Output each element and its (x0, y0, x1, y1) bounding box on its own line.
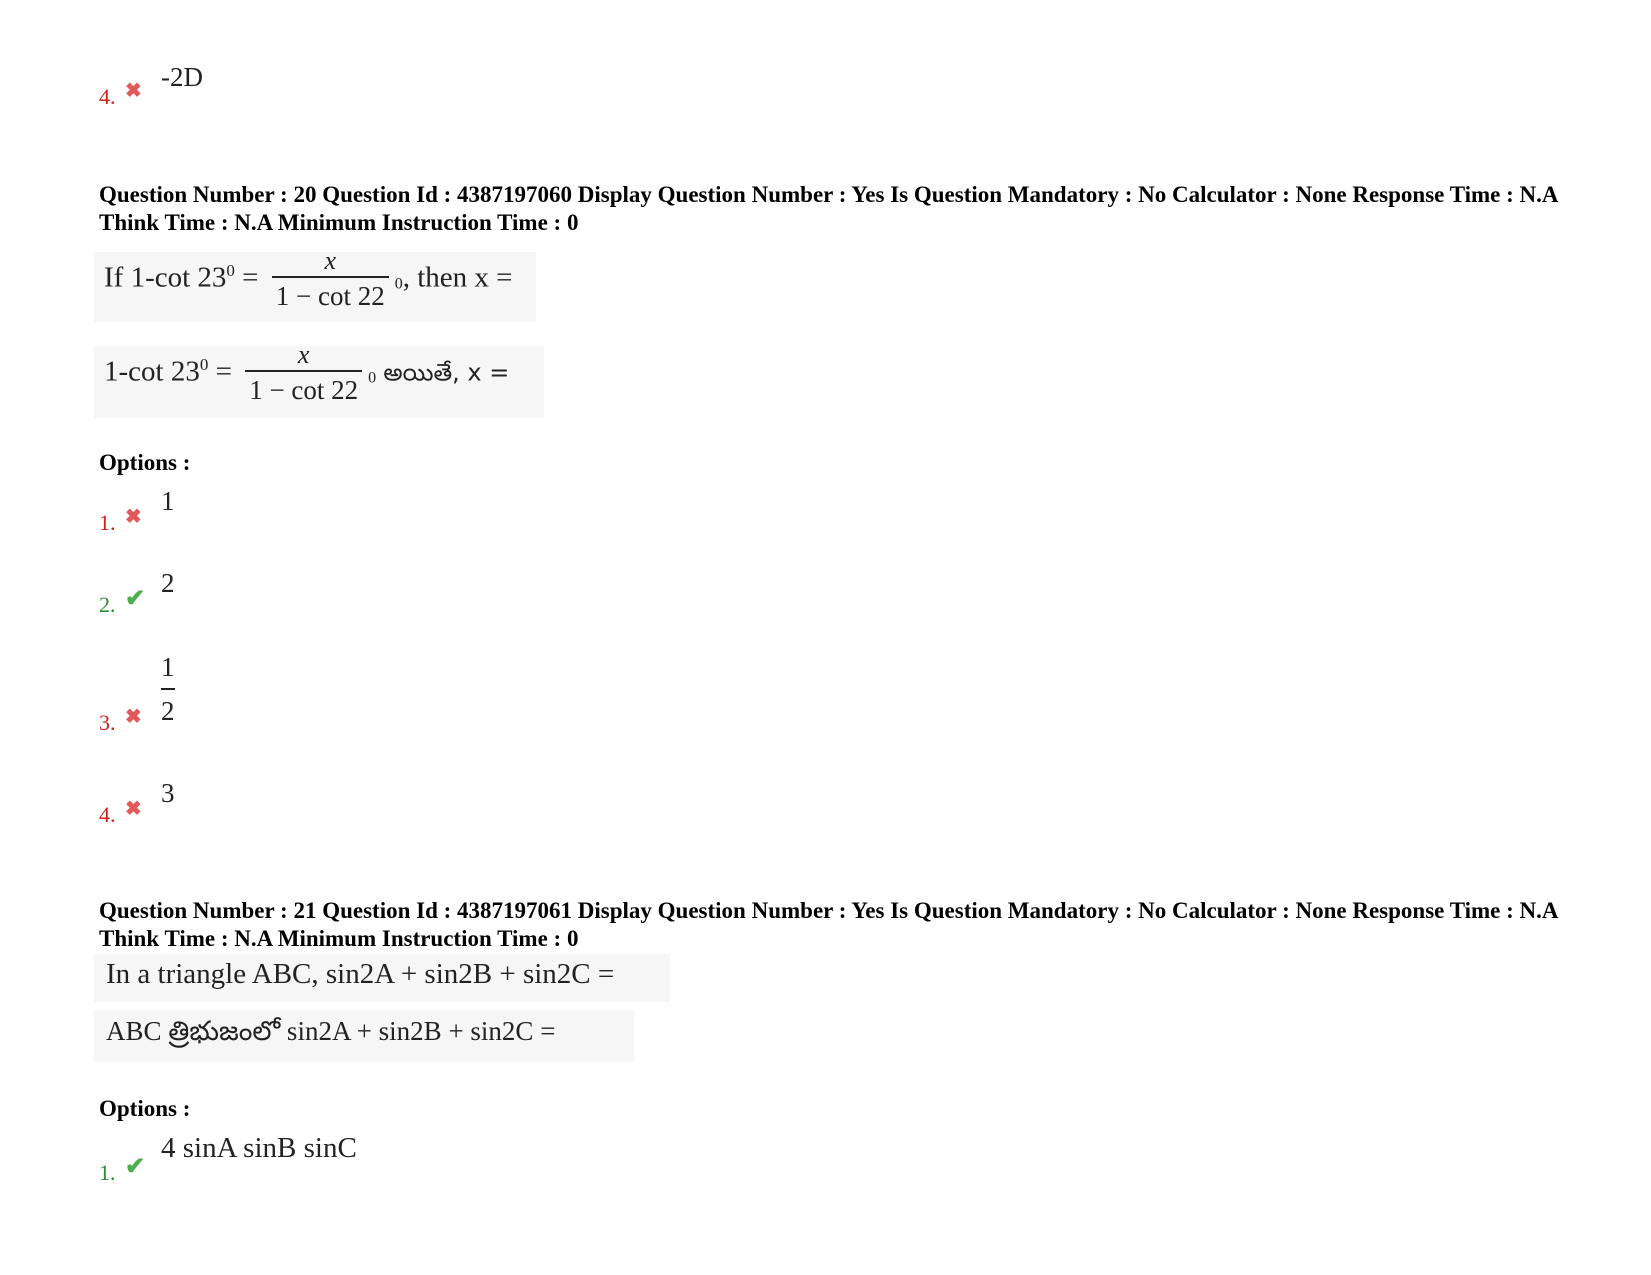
fraction-denominator: 1 − cot 22 (272, 276, 389, 314)
cross-icon: ✖ (125, 798, 142, 820)
q20-header: Question Number : 20 Question Id : 4387197060 Display Question Number : Yes Is Question Mandatory : No Calculator : None Response Time : N.A Think Time : N.A Minimum Instruction Time : 0 (99, 182, 1558, 235)
q21-stem-en: In a triangle ABC, sin2A + sin2B + sin2C = (106, 958, 615, 990)
option-value: 3 (161, 778, 175, 808)
option-value: 2 (161, 568, 175, 598)
cross-icon: ✖ (125, 706, 142, 728)
stem-prefix: 1-cot 23 (104, 355, 200, 388)
stem-sup: 0 (199, 355, 209, 374)
option-number: 1. (99, 510, 116, 535)
option-number: 3. (99, 710, 116, 735)
q20-options-label: Options : (99, 450, 191, 475)
fraction-numerator: 1 (161, 652, 175, 682)
option-number: 4. (99, 84, 116, 109)
fraction-bar (161, 688, 175, 690)
fraction-denominator: 2 (161, 696, 175, 726)
option-value: 4 sinA sinB sinC (161, 1132, 357, 1164)
option-number: 2. (99, 592, 116, 617)
option-number: 4. (99, 802, 116, 827)
cross-icon: ✖ (125, 506, 142, 528)
q21-header: Question Number : 21 Question Id : 4387197061 Display Question Number : Yes Is Question Mandatory : No Calculator : None Response Time : N.A Think Time : N.A Minimum Instruction Time : 0 (99, 898, 1558, 951)
stem-fraction (272, 246, 389, 314)
q21-options-label: Options : (99, 1096, 191, 1121)
option-value: 1 (161, 486, 175, 516)
q20-stem-en (104, 246, 513, 314)
q21-option-1 (99, 1130, 519, 1190)
stem-eq: = (242, 261, 259, 294)
option-value: -2D (161, 62, 203, 92)
fraction-sup: 0 (368, 369, 377, 387)
stem-prefix: If 1-cot 23 (104, 261, 227, 294)
tick-icon: ✔ (125, 1154, 146, 1180)
fraction-numerator: x (324, 246, 337, 275)
stem-suffix: అయితే, x = (383, 358, 510, 387)
option-fraction (161, 648, 175, 730)
fraction-denominator: 1 − cot 22 (245, 370, 362, 408)
stem-sup: 0 (226, 261, 235, 280)
q21-stem-te: ABC త్రిభుజంలో sin2A + sin2B + sin2C = (106, 1016, 556, 1046)
stem-suffix: , then x = (402, 261, 513, 294)
stem-fraction (245, 340, 362, 408)
option-number: 1. (99, 1160, 116, 1185)
fraction-sup: 0 (394, 275, 403, 293)
cross-icon: ✖ (125, 80, 142, 102)
stem-eq: = (215, 355, 232, 388)
tick-icon: ✔ (125, 586, 146, 612)
fraction-numerator: x (297, 340, 310, 369)
q20-stem-te (104, 340, 509, 408)
